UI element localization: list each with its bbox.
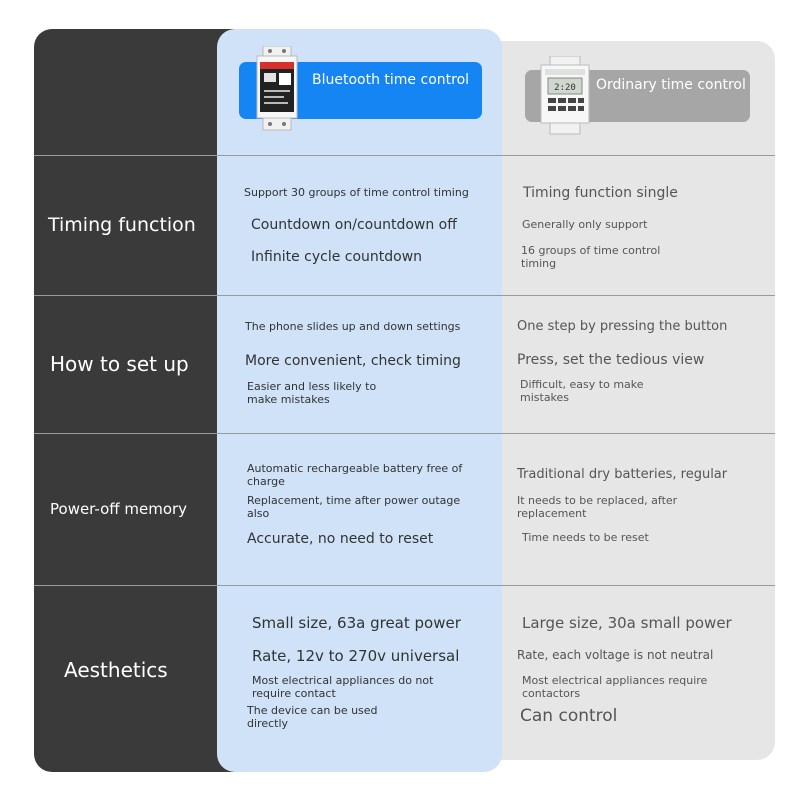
row-label-aesthetics: Aesthetics [64, 658, 168, 682]
bluetooth-aesthetics-line-3: Most electrical appliances do not require contact [252, 674, 434, 700]
ordinary-timing-line-2: Generally only support [522, 218, 648, 231]
bluetooth-timing-line-3: Infinite cycle countdown [251, 249, 423, 265]
bluetooth-setup-line-2: More convenient, check timing [245, 353, 461, 369]
ordinary-setup-line-3: Difficult, easy to make mistakes [520, 378, 644, 404]
bluetooth-memory-line-1: Automatic rechargeable battery free of charge [247, 462, 463, 488]
row-label-power-off-memory: Power-off memory [50, 500, 188, 518]
ordinary-setup-line-2: Press, set the tedious view [517, 352, 705, 368]
ordinary-memory-line-3: Time needs to be reset [522, 531, 649, 544]
ordinary-aesthetics-line-2: Rate, each voltage is not neutral [517, 648, 714, 662]
bluetooth-timing-line-2: Countdown on/countdown off [251, 217, 457, 233]
ordinary-aesthetics-line-1: Large size, 30a small power [522, 614, 732, 632]
bluetooth-aesthetics-line-4: The device can be used directly [247, 704, 378, 730]
bluetooth-header-label: Bluetooth time control [312, 72, 470, 88]
bluetooth-setup-line-3: Easier and less likely to make mistakes [247, 380, 377, 406]
ordinary-aesthetics-line-4: Can control [520, 706, 618, 726]
svg-text:2:20: 2:20 [554, 83, 576, 93]
row-label-how-to-set-up: How to set up [50, 352, 189, 376]
bluetooth-timer-device-image [256, 46, 298, 134]
ordinary-memory-line-2: It needs to be replaced, after replacement [517, 494, 678, 520]
ordinary-header-label: Ordinary time control [596, 77, 746, 93]
ordinary-setup-line-1: One step by pressing the button [517, 319, 728, 334]
ordinary-aesthetics-line-3: Most electrical appliances require contactors [522, 674, 708, 700]
row-label-timing-function: Timing function [48, 214, 196, 236]
bluetooth-memory-line-3: Accurate, no need to reset [247, 531, 434, 547]
bluetooth-aesthetics-line-1: Small size, 63a great power [252, 614, 461, 632]
ordinary-timing-line-3: 16 groups of time control timing [521, 244, 661, 270]
bluetooth-setup-line-1: The phone slides up and down settings [245, 320, 461, 333]
bluetooth-memory-line-2: Replacement, time after power outage also [247, 494, 461, 520]
ordinary-memory-line-1: Traditional dry batteries, regular [517, 467, 728, 482]
bluetooth-aesthetics-line-2: Rate, 12v to 270v universal [252, 647, 460, 665]
bluetooth-timing-line-1: Support 30 groups of time control timing [244, 186, 469, 199]
ordinary-timer-device-image [540, 56, 590, 136]
ordinary-timing-line-1: Timing function single [523, 185, 678, 201]
